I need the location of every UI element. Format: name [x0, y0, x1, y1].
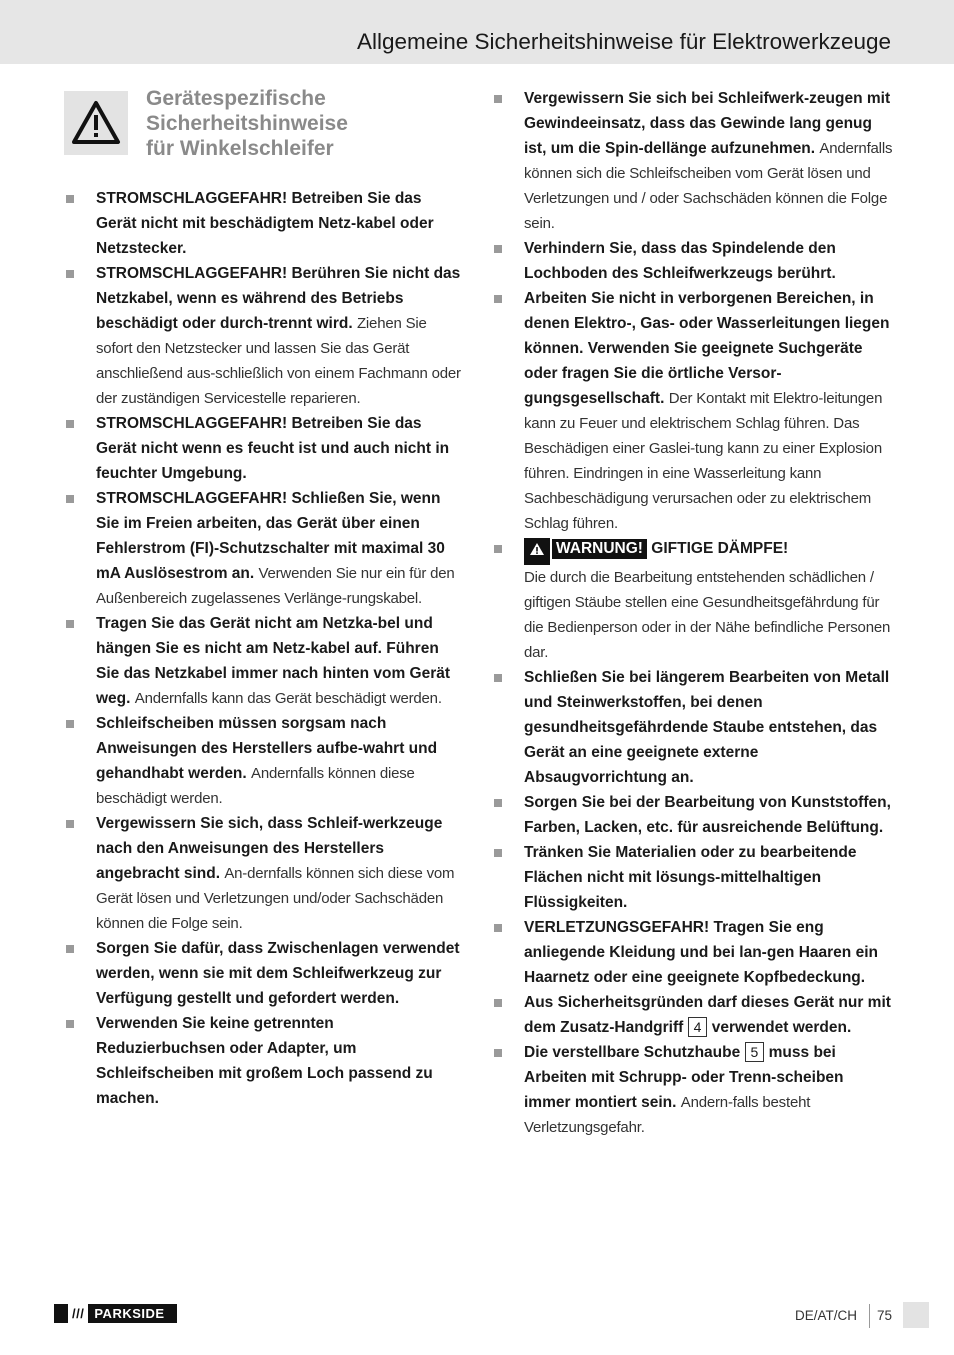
item-bold-text: STROMSCHLAGGEFAHR! Betreiben Sie das Gerät nicht mit beschädigtem Netz-kabel oder Netzstecker. [96, 190, 434, 257]
right-column [488, 86, 893, 1140]
section-title-line: für Winkelschleifer [146, 137, 334, 160]
item-bold-text: verwendet werden. [711, 1019, 852, 1036]
bullet-square-icon [66, 720, 74, 728]
bullet-square-icon [494, 95, 502, 103]
item-normal-text: Andernfalls kann das Gerät beschädigt werden. [134, 690, 442, 707]
item-bold-text: Aus Sicherheitsgründen darf dieses Gerät nur mit dem Zusatz-Handgriff [524, 994, 891, 1036]
safety-item [60, 261, 465, 411]
section-title [146, 86, 446, 161]
item-normal-text: An-dernfalls können sich diese vom Gerät lösen und Verletzungen und/oder Sachschäden können die Folge sein. [96, 865, 455, 932]
bullet-square-icon [494, 924, 502, 932]
item-bold-text: Vergewissern Sie sich, dass Schleif-werkzeuge nach den Anweisungen des Herstellers angebracht sind. [96, 815, 443, 882]
item-bold-text: Verwenden Sie keine getrennten Reduzierbuchsen oder Adapter, um Schleifscheiben mit großem Loch passend zu machen. [96, 1015, 433, 1107]
page-header-title: Allgemeine Sicherheitshinweise für Elektrowerkzeuge [356, 29, 891, 54]
part-reference-badge: 4 [688, 1017, 708, 1037]
bullet-square-icon [66, 195, 74, 203]
item-bold-text: STROMSCHLAGGEFAHR! Berühren Sie nicht das Netzkabel, wenn es während des Betriebs beschädigt oder durch-trennt wird. [96, 265, 461, 332]
item-bold-text: Schließen Sie bei längerem Bearbeiten von Metall und Steinwerkstoffen, bei denen gesundheitsgefährdende Staube entstehen, das Gerät an eine geeignete externe Absaugvorrichtung an. [524, 669, 890, 786]
footer-tab-box [903, 1302, 929, 1328]
item-bold-text: Die verstellbare Schutzhaube [524, 1044, 741, 1061]
safety-item [488, 286, 893, 536]
item-bold-text: STROMSCHLAGGEFAHR! Betreiben Sie das Gerät nicht wenn es feucht ist und auch nicht in feuchter Umgebung. [96, 415, 450, 482]
item-bold-text: Sorgen Sie bei der Bearbeitung von Kunststoffen, Farben, Lacken, etc. für ausreichende Belüftung. [524, 794, 891, 836]
bullet-square-icon [66, 1020, 74, 1028]
bullet-square-icon [66, 420, 74, 428]
parkside-logo [54, 1304, 177, 1323]
item-normal-text: Andernfalls können sich die Schleifscheiben vom Gerät lösen und Verletzungen und / oder Sachschäden können die Folge sein. [524, 140, 893, 232]
safety-item [488, 86, 893, 236]
bullet-square-icon [494, 849, 502, 857]
warning-triangle-icon [524, 538, 550, 565]
safety-item [488, 840, 893, 915]
warning-triangle-icon [71, 100, 121, 146]
item-normal-text: Andern-falls besteht Verletzungsgefahr. [524, 1094, 811, 1136]
item-bold-text: Tragen Sie das Gerät nicht am Netzka-bel und hängen Sie es nicht am Netz-kabel auf. Führen Sie das Netzkabel immer nach hinten vom Gerät weg. [96, 615, 451, 707]
item-normal-text: Ziehen Sie sofort den Netzstecker und lassen Sie das Gerät anschließend aus-schließlich von einem Fachmann oder der zuständigen Servicestelle reparieren. [96, 315, 461, 407]
item-bold-text: Schleifscheiben müssen sorgsam nach Anweisungen des Herstellers aufbe-wahrt und gehandhabt werden. [96, 715, 438, 782]
item-normal-text: Andernfalls können diese beschädigt werden. [96, 765, 415, 807]
bullet-square-icon [494, 545, 502, 553]
item-bold-text: Verhindern Sie, dass das Spindelende den Lochboden des Schleifwerkzeugs berührt. [524, 240, 836, 282]
safety-item [60, 811, 465, 936]
left-column [60, 186, 465, 1111]
logo-brand: PARKSIDE [94, 1306, 165, 1321]
bullet-square-icon [66, 620, 74, 628]
bullet-square-icon [66, 820, 74, 828]
bullet-square-icon [66, 270, 74, 278]
safety-item [60, 486, 465, 611]
item-bold-text: STROMSCHLAGGEFAHR! Schließen Sie, wenn Sie im Freien arbeiten, das Gerät über einen Fehlerstrom (FI)-Schutzschalter mit maximal 30 mA Auslösestrom an. [96, 490, 445, 582]
bullet-square-icon [66, 945, 74, 953]
bullet-square-icon [494, 245, 502, 253]
item-bold-text: Sorgen Sie dafür, dass Zwischenlagen verwendet werden, wenn sie mit dem Schleifwerkzeug zur Verfügung gestellt und gefordert werden. [96, 940, 460, 1007]
item-bold-text: VERLETZUNGSGEFAHR! Tragen Sie eng anliegende Kleidung und bei lan-gen Haaren ein Haarnetz oder eine geeignete Kopfbedeckung. [524, 919, 878, 986]
safety-item [60, 611, 465, 711]
part-reference-badge: 5 [745, 1042, 765, 1062]
bullet-square-icon [494, 799, 502, 807]
safety-item [60, 711, 465, 811]
bullet-square-icon [494, 295, 502, 303]
safety-item [488, 915, 893, 990]
section-title-line: Gerätespezifische [146, 87, 326, 110]
item-normal-text: Die durch die Bearbeitung entstehenden schädlichen / giftigen Stäube stellen eine Gesundheitsgefährdung für die Bedienperson oder in der Nähe befindliche Personen dar. [524, 569, 891, 661]
footer-divider [869, 1304, 870, 1328]
safety-item [60, 411, 465, 486]
safety-item [488, 236, 893, 286]
item-bold-text: Arbeiten Sie nicht in verborgenen Bereichen, in denen Elektro-, Gas- oder Wasserleitungen liegen können. Verwenden Sie geeignete Suchgeräte oder fragen Sie die örtliche Versor-gungsgesellschaft. [524, 290, 890, 407]
bullet-square-icon [494, 674, 502, 682]
logo-slashes: /// [68, 1304, 88, 1323]
item-normal-text: Verwenden Sie nur ein für den Außenbereich zugelassenes Verlänge-rungskabel. [96, 565, 455, 607]
warning-item [488, 536, 893, 665]
bullet-square-icon [494, 1049, 502, 1057]
bullet-square-icon [494, 999, 502, 1007]
item-normal-text: Der Kontakt mit Elektro-leitungen kann zu Feuer und elektrischem Schlag führen. Das Beschädigen einer Gaslei-tung kann zu einer Explosion führen. Eindringen in eine Wasserleitung kann Sachbeschädigung verursachen oder zu elektrischem Schlag führen. [524, 390, 883, 532]
safety-item [488, 790, 893, 840]
safety-item [60, 186, 465, 261]
warning-label: WARNUNG! [552, 539, 647, 559]
safety-item [60, 936, 465, 1011]
item-bold-text: muss bei Arbeiten mit Schrupp- oder Trenn-scheiben immer montiert sein. [524, 1044, 844, 1111]
safety-item [488, 990, 893, 1040]
safety-item [488, 665, 893, 790]
page-number: 75 [877, 1308, 893, 1323]
item-bold-text: Vergewissern Sie sich bei Schleifwerk-zeugen mit Gewindeeinsatz, dass das Gewinde lang genug ist, um die Spin-dellänge aufzunehmen. [524, 90, 891, 157]
item-bold-text: GIFTIGE DÄMPFE! [651, 540, 789, 557]
bullet-square-icon [66, 495, 74, 503]
safety-item [60, 1011, 465, 1111]
warning-sign-box [64, 91, 128, 155]
footer-language-codes: DE/AT/CH [795, 1308, 858, 1323]
safety-item [488, 1040, 893, 1140]
item-bold-text: Tränken Sie Materialien oder zu bearbeitende Flächen nicht mit lösungs-mittelhaltigen Flüssigkeiten. [524, 844, 857, 911]
section-title-line: Sicherheitshinweise [146, 112, 348, 135]
